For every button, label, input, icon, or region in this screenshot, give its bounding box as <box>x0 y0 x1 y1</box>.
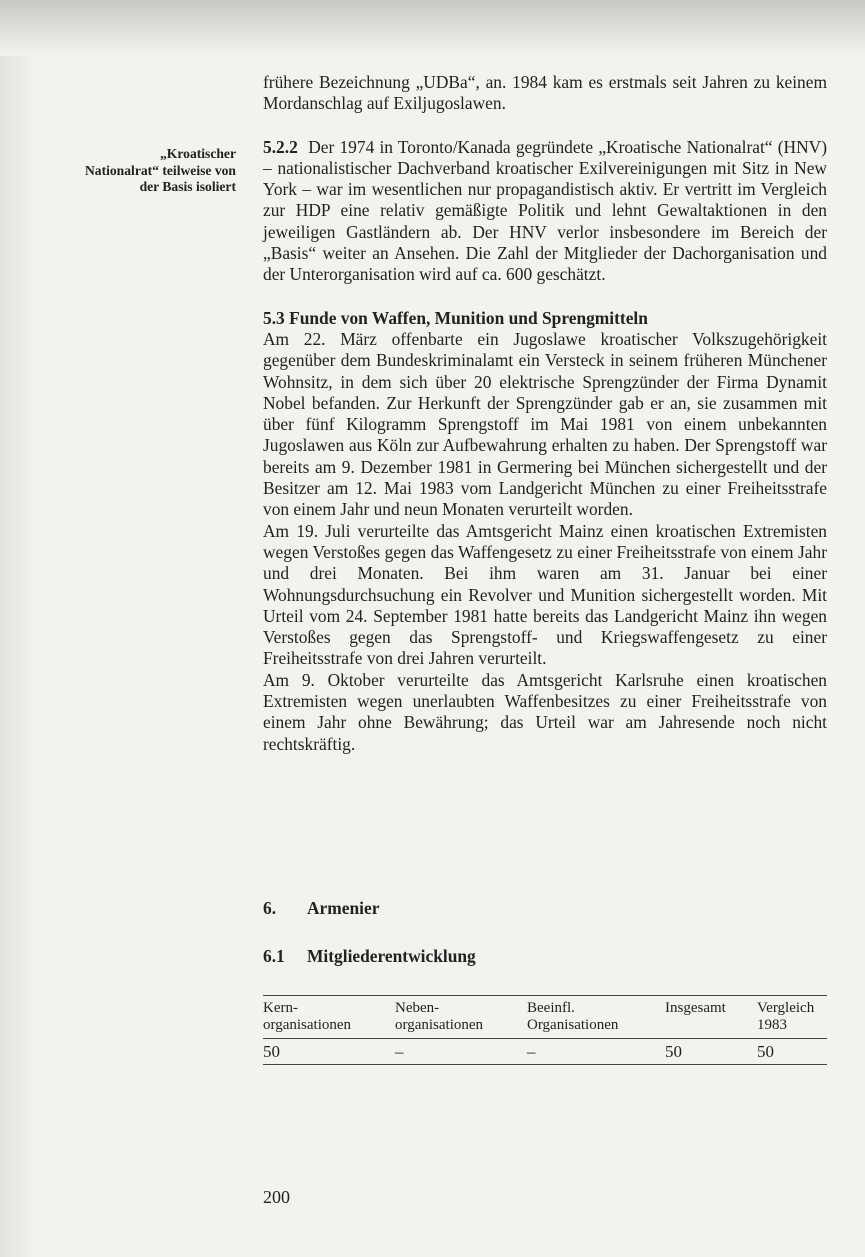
table-header-cell: Kern- organisationen <box>263 996 395 1039</box>
table-row <box>263 1039 827 1065</box>
section-number: 5.2.2 <box>263 136 298 157</box>
section-text: Der 1974 in Toronto/Kanada gegründete „Kroatische Nationalrat“ (HNV) – nationalistischer Dachverband kroatischer Exilvereinigungen mit Sitz in New York – war im wesentlichen nur propagandistisch aktiv. Er vertritt im Vergleich zur HDP eine relativ gemäßigte Politik und lehnt Gewaltaktionen in den jeweiligen Gastländern ab. Der HNV verlor insbesondere im Bereich der „Basis“ weiter an Ansehen. Die Zahl der Mitglieder der Dachorganisation und der Unterorganisation wird auf ca. 600 geschätzt. <box>263 136 827 285</box>
margin-note: „Kroatischer Nationalrat“ teilweise von der Basis isoliert <box>84 146 236 194</box>
section-number: 6. <box>263 898 277 918</box>
section-6-heading <box>263 898 379 919</box>
paragraph-continued: frühere Bezeichnung „UDBa“, an. 1984 kam es erstmals seit Jahren zu keinem Mordanschlag auf Exiljugoslawen. <box>263 72 827 114</box>
scan-shadow-top <box>0 0 865 56</box>
section-5-3-paragraph-1: Am 22. März offenbarte ein Jugoslawe kroatischer Volkszugehörigkeit gegenüber dem Bundeskriminalamt ein Versteck in seinem früheren Münchener Wohnsitz, in dem sich über 20 elektrische Sprengzünder der Firma Dynamit Nobel befanden. Zur Herkunft der Sprengzünder gab er an, sie zusammen mit über fünf Kilogramm Sprengstoff im Mai 1981 von einem unbekannten Jugoslawen aus Köln zur Aufbewahrung erhalten zu haben. Der Sprengstoff war bereits am 9. Dezember 1981 in Germering bei München sichergestellt und der Besitzer am 12. Mai 1983 vom Landgericht München zu einer Freiheitsstrafe von einem Jahr und neun Monaten verurteilt worden. <box>263 328 827 520</box>
section-5-3-heading: 5.3 Funde von Waffen, Munition und Sprengmitteln <box>263 307 648 328</box>
table-cell: 50 <box>757 1039 827 1065</box>
table-header-cell: Neben- organisationen <box>395 996 527 1039</box>
table-cell: – <box>395 1039 527 1065</box>
section-5-2-2 <box>263 137 827 286</box>
membership-table <box>263 995 827 1065</box>
section-title: Mitgliederentwicklung <box>307 946 476 966</box>
section-5-3-paragraph-3: Am 9. Oktober verurteilte das Amtsgericht Karlsruhe einen kroatischen Extremisten wegen unerlaubten Waffenbesitzes zu einer Freiheitsstrafe von einem Jahr ohne Bewährung; das Urteil war am Jahresende noch nicht rechtskräftig. <box>263 669 827 754</box>
section-5-3-paragraph-2: Am 19. Juli verurteilte das Amtsgericht Mainz einen kroatischen Extremisten wegen Verstoßes gegen das Waffengesetz zu einer Freiheitsstrafe von einem Jahr und drei Monaten. Bei ihm waren am 31. Januar bei einer Wohnungsdurchsuchung ein Revolver und Munition sichergestellt worden. Mit Urteil vom 24. September 1981 hatte bereits das Landgericht Mainz ihn wegen Verstoßes gegen das Sprengstoff- und Kriegswaffengesetz zu einer Freiheitsstrafe von drei Jahren verurteilt. <box>263 520 827 669</box>
table-header-cell: Vergleich 1983 <box>757 996 827 1039</box>
page-number: 200 <box>263 1187 290 1207</box>
table-header-cell: Beeinfl. Organisationen <box>527 996 665 1039</box>
table-cell: – <box>527 1039 665 1065</box>
table-cell: 50 <box>665 1039 757 1065</box>
scan-shadow-left <box>0 0 36 1257</box>
table-header-row <box>263 996 827 1039</box>
table-header-cell: Insgesamt <box>665 996 757 1039</box>
section-number: 6.1 <box>263 946 285 966</box>
table-cell: 50 <box>263 1039 395 1065</box>
main-text-column <box>263 72 827 755</box>
section-title: Armenier <box>307 898 380 918</box>
section-6-1-heading <box>263 946 476 967</box>
